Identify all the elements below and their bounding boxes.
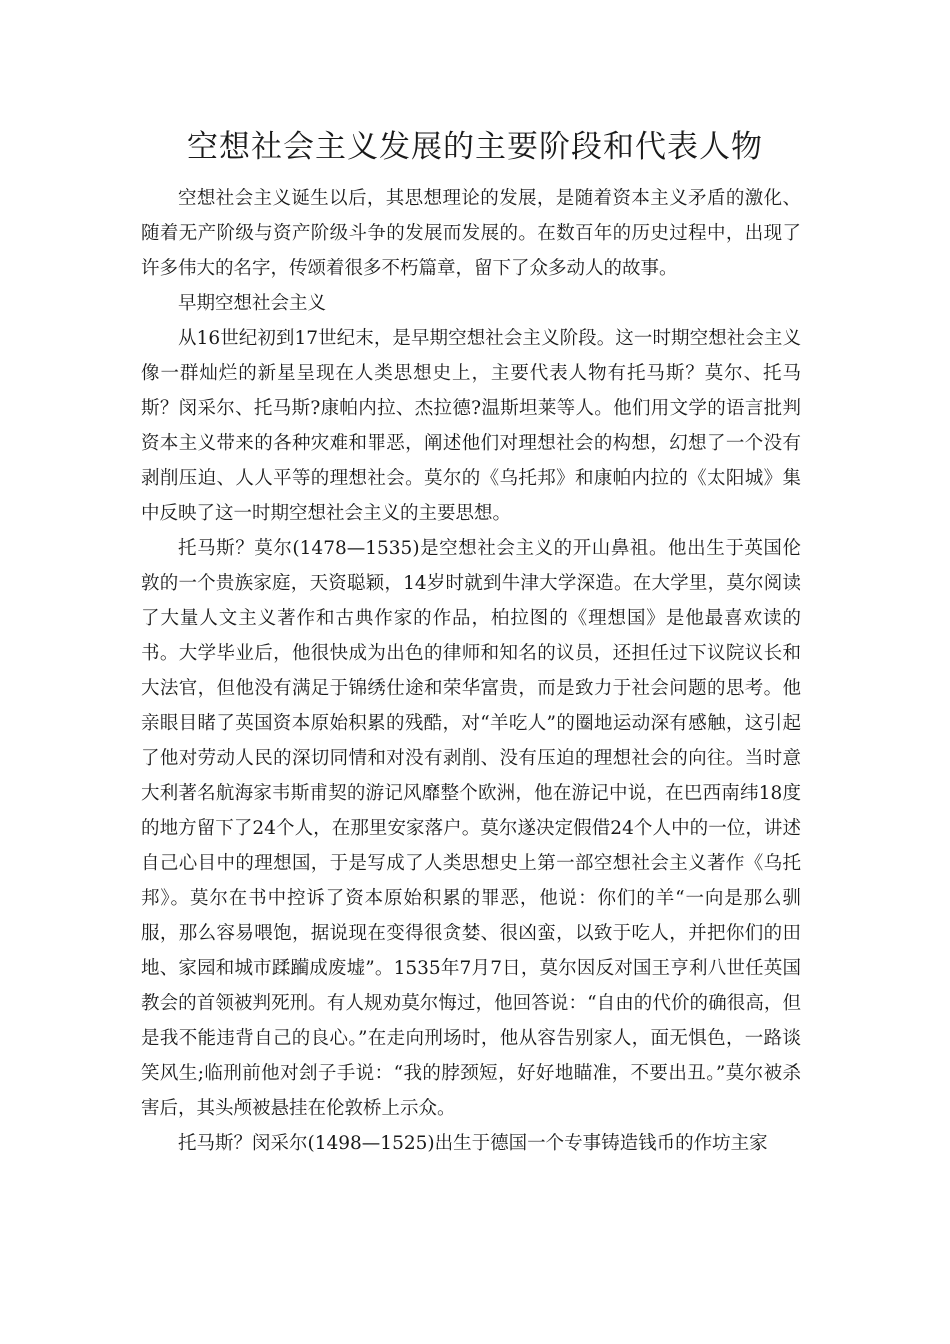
document-title: 空想社会主义发展的主要阶段和代表人物 xyxy=(187,129,763,165)
paragraph-muntzer: 托马斯？闵采尔(1498—1525)出生于德国一个专事铸造钱币的作坊主家 xyxy=(178,1133,768,1154)
section-heading-early: 早期空想社会主义 xyxy=(178,293,327,314)
paragraph-early-period: 从16世纪初到17世纪末，是早期空想社会主义阶段。这一时期空想社会主义像一群灿烂的新星呈现在人类思想史上，主要代表人物有托马斯？莫尔、托马斯？闵采尔、托马斯?康帕内拉、杰拉德?温斯坦莱等人。他们用文学的语言批判资本主义带来的各种灾难和罪恶，阐述他们对理想社会的构想，幻想了一个没有剥削压迫、人人平等的理想社会。莫尔的《乌托邦》和康帕内拉的《太阳城》集中反映了这一时期空想社会主义的主要思想。 xyxy=(141,328,801,524)
document-body xyxy=(141,181,801,1161)
paragraph-intro: 空想社会主义诞生以后，其思想理论的发展，是随着资本主义矛盾的激化、随着无产阶级与资产阶级斗争的发展而发展的。在数百年的历史过程中，出现了许多伟大的名字，传颂着很多不朽篇章，留下了众多动人的故事。 xyxy=(141,188,801,279)
paragraph-more: 托马斯？莫尔(1478—1535)是空想社会主义的开山鼻祖。他出生于英国伦敦的一个贵族家庭，天资聪颖，14岁时就到牛津大学深造。在大学里，莫尔阅读了大量人文主义著作和古典作家的作品，柏拉图的《理想国》是他最喜欢读的书。大学毕业后，他很快成为出色的律师和知名的议员，还担任过下议院议长和大法官，但他没有满足于锦绣仕途和荣华富贵，而是致力于社会问题的思考。他亲眼目睹了英国资本原始积累的残酷，对“羊吃人”的圈地运动深有感触，这引起了他对劳动人民的深切同情和对没有剥削、没有压迫的理想社会的向往。当时意大利著名航海家韦斯甫契的游记风靡整个欧洲，他在游记中说，在巴西南纬18度的地方留下了24个人，在那里安家落户。莫尔遂决定假借24个人中的一位，讲述自己心目中的理想国，于是写成了人类思想史上第一部空想社会主义著作《乌托邦》。莫尔在书中控诉了资本原始积累的罪恶，他说：你们的羊“一向是那么驯服，那么容易喂饱，据说现在变得很贪婪、很凶蛮，以致于吃人，并把你们的田地、家园和城市蹂躏成废墟”。1535年7月7日，莫尔因反对国王亨利八世任英国教会的首领被判死刑。有人规劝莫尔悔过，他回答说：“自由的代价的确很高，但是我不能违背自己的良心。”在走向刑场时，他从容告别家人，面无惧色，一路谈笑风生;临刑前他对刽子手说：“我的脖颈短，好好地瞄准，不要出丑。”莫尔被杀害后，其头颅被悬挂在伦敦桥上示众。 xyxy=(141,538,801,1119)
